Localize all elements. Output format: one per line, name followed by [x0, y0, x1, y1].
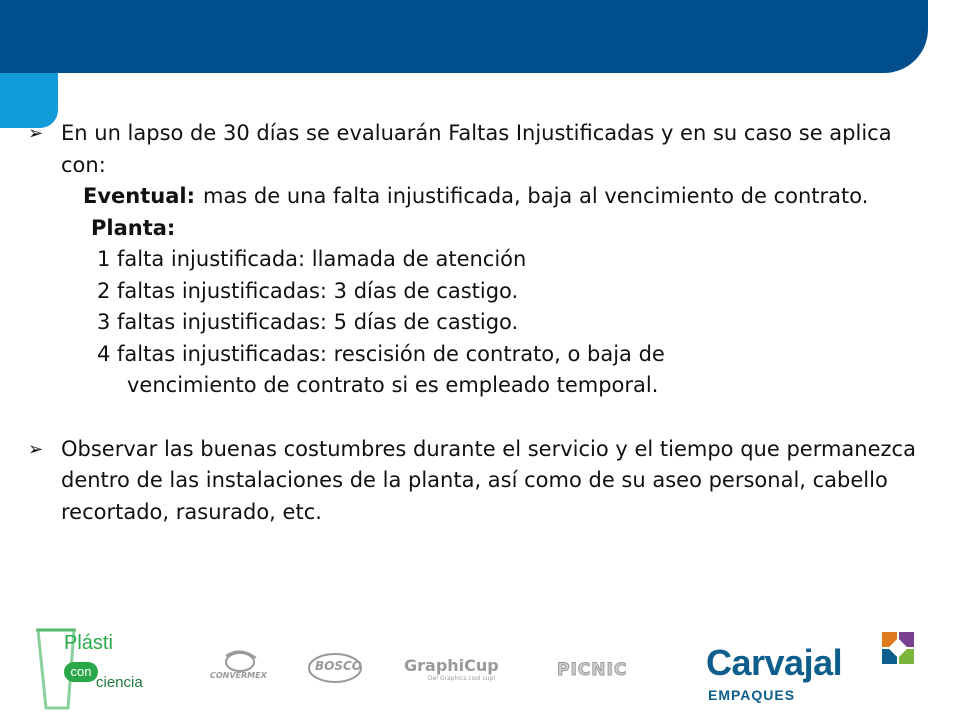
bosco-text: BOSCO [315, 659, 362, 673]
bullet-text: En un lapso de 30 días se evaluarán Faltas Injustificadas y en su caso se aplica con: [61, 121, 892, 177]
arrow-bullet-icon: ➢ [28, 438, 44, 460]
convermex-text: CONVERMEX [210, 671, 267, 680]
planta-item: 4 faltas injustificadas: rescisión de contrato, o baja de [97, 341, 665, 366]
eventual-label: Eventual: [83, 184, 195, 208]
bullet-item [28, 434, 928, 529]
header-bar [0, 0, 928, 73]
convermex-mark-icon [210, 648, 274, 690]
bullet-text: Observar las buenas costumbres durante el servicio y el tiempo que permanezca dentro de las instalaciones de la planta, así como de su aseo personal, cabello recortado, rasurado, etc. [61, 436, 916, 524]
bullet-item [28, 118, 928, 181]
carvajal-empaques-logo [706, 628, 920, 716]
picnic-logo [557, 660, 647, 682]
graphicup-tagline: Del Graphics cool cup! [428, 675, 496, 682]
convermex-logo [210, 648, 274, 690]
carvajal-diamond-icon [878, 628, 918, 668]
planta-item-continuation: vencimiento de contrato si es empleado temporal. [127, 373, 659, 397]
picnic-text: PICNIC [557, 660, 628, 680]
slide-body [28, 118, 928, 528]
plasti-ciencia-text: ciencia [96, 674, 143, 691]
planta-item: 2 faltas injustificadas: 3 días de castigo. [97, 278, 519, 303]
footer-logos [0, 620, 960, 720]
arrow-bullet-icon: ➢ [28, 123, 44, 144]
empaques-text: EMPAQUES [708, 687, 796, 703]
planta-label: Planta: [91, 215, 176, 240]
plasti-con-badge: con [64, 662, 98, 682]
eventual-rule [83, 181, 928, 213]
graphicup-text: GraphiCup [404, 656, 499, 675]
eventual-text: mas de una falta injustificada, baja al vencimiento de contrato. [202, 184, 869, 208]
plasti-wordmark: Plásti [64, 632, 113, 654]
graphicup-logo [404, 656, 522, 686]
planta-item: 1 falta injustificada: llamada de atención [97, 247, 527, 271]
planta-item: 3 faltas injustificadas: 5 días de castigo. [97, 310, 519, 334]
bosco-logo [306, 652, 364, 688]
carvajal-wordmark: Carvajal [706, 642, 843, 683]
plasticonciencia-logo [34, 626, 159, 712]
